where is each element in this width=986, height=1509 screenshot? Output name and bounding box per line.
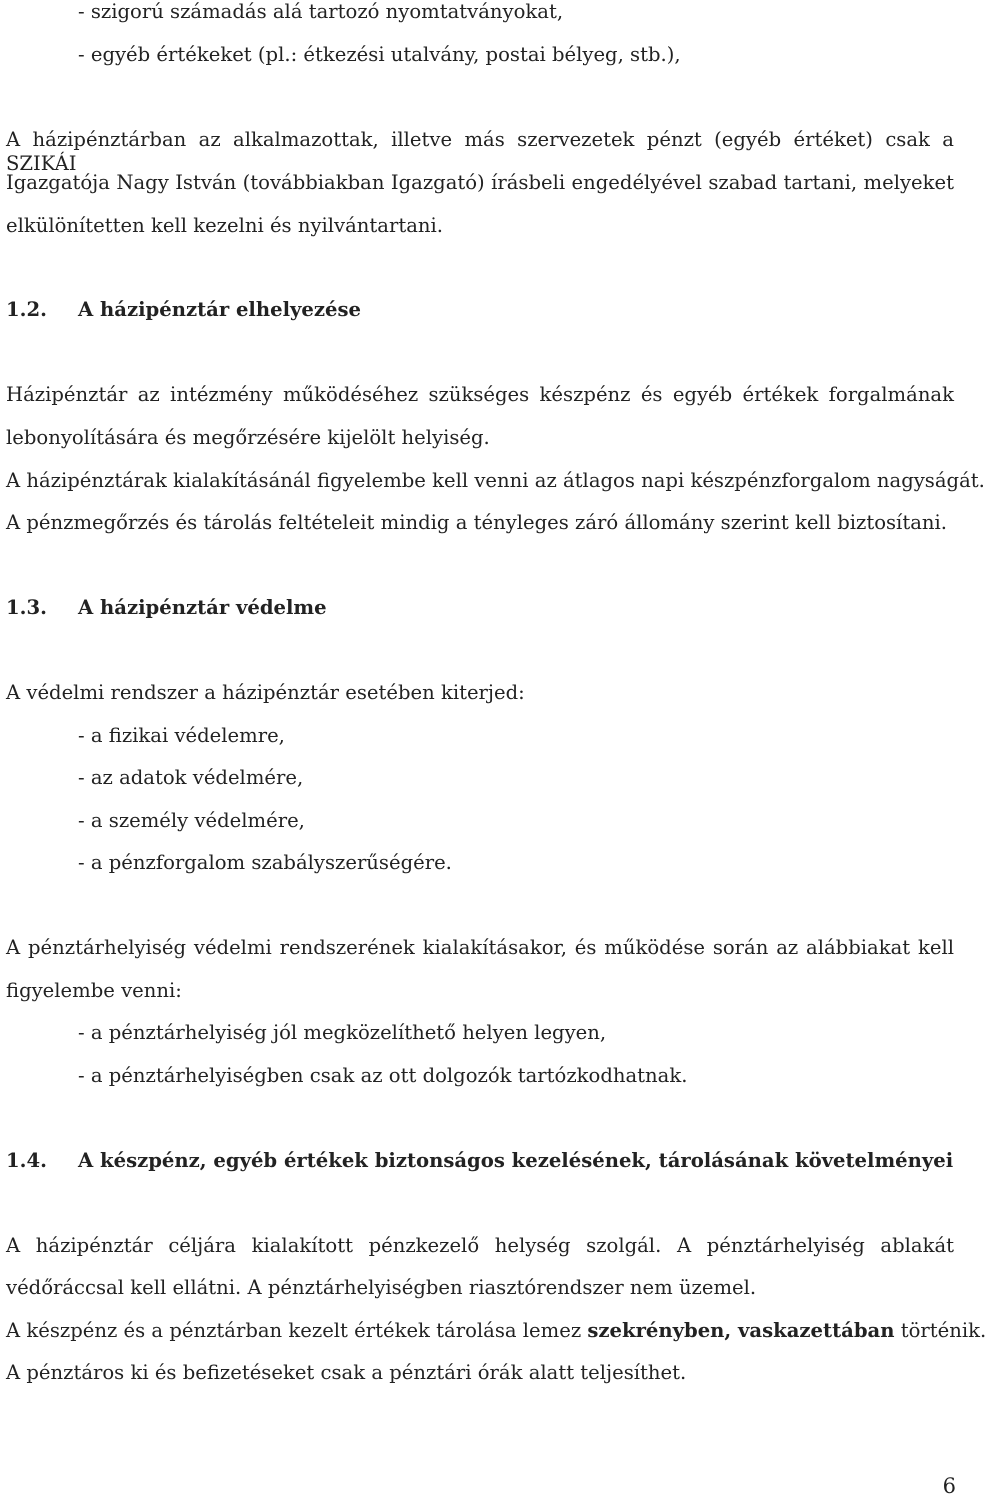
section-number: 1.4. [6, 1149, 47, 1172]
list-item: - a személy védelmére, [78, 809, 305, 832]
paragraph-line: védőráccsal kell ellátni. A pénztárhelyiségben riasztórendszer nem üzemel. [6, 1276, 757, 1299]
paragraph-line: figyelembe venni: [6, 979, 182, 1002]
list-item: - szigorú számadás alá tartozó nyomtatványokat, [78, 0, 564, 23]
bold-text-run: szekrényben, vaskazettában [587, 1319, 895, 1342]
paragraph-line: A házipénztár céljára kialakított pénzkezelő helység szolgál. A pénztárhelyiség ablakát [6, 1234, 954, 1257]
section-heading-1-3 [6, 596, 954, 620]
paragraph-line: A pénztárhelyiség védelmi rendszerének kialakításakor, és működése során az alábbiakat kell [6, 936, 954, 959]
section-number: 1.3. [6, 596, 47, 619]
section-number: 1.2. [6, 298, 47, 321]
page-number: 6 [942, 1474, 956, 1498]
paragraph-line: A pénzmegőrzés és tárolás feltételeit mindig a tényleges záró állomány szerint kell biztosítani. [6, 511, 947, 534]
paragraph-line: Igazgatója Nagy István (továbbiakban Igazgató) írásbeli engedélyével szabad tartani, melyeket [6, 171, 954, 194]
list-item: - a pénztárhelyiség jól megközelíthető helyen legyen, [78, 1021, 607, 1044]
list-item: - a pénzforgalom szabályszerűségére. [78, 851, 452, 874]
paragraph-line [6, 1319, 986, 1343]
list-item: - a pénztárhelyiségben csak az ott dolgozók tartózkodhatnak. [78, 1064, 688, 1087]
paragraph-line: elkülönítetten kell kezelni és nyilvántartani. [6, 214, 444, 237]
section-title: A készpénz, egyéb értékek biztonságos kezelésének, tárolásának követelményei [78, 1149, 954, 1172]
section-title: A házipénztár elhelyezése [78, 298, 361, 321]
list-item: - egyéb értékeket (pl.: étkezési utalvány, postai bélyeg, stb.), [78, 43, 681, 66]
text-run: A készpénz és a pénztárban kezelt értékek tárolása lemez [6, 1319, 588, 1342]
paragraph-line: lebonyolítására és megőrzésére kijelölt helyiség. [6, 426, 490, 449]
list-item: - a fizikai védelemre, [78, 724, 285, 747]
paragraph-line: Házipénztár az intézmény működéséhez szükséges készpénz és egyéb értékek forgalmának [6, 383, 954, 406]
paragraph-line: A pénztáros ki és befizetéseket csak a pénztári órák alatt teljesíthet. [6, 1361, 687, 1384]
section-title: A házipénztár védelme [78, 596, 327, 619]
text-run: történik. [894, 1319, 986, 1342]
section-heading-1-2 [6, 298, 954, 322]
paragraph-line: A házipénztárak kialakításánál figyelembe kell venni az átlagos napi készpénzforgalom nagyságát. [6, 469, 985, 492]
paragraph-line: A védelmi rendszer a házipénztár esetében kiterjed: [6, 681, 525, 704]
list-item: - az adatok védelmére, [78, 766, 304, 789]
paragraph-line: A házipénztárban az alkalmazottak, illetve más szervezetek pénzt (egyéb értéket) csak a SZIKÁI [6, 128, 954, 175]
section-heading-1-4 [6, 1149, 954, 1173]
